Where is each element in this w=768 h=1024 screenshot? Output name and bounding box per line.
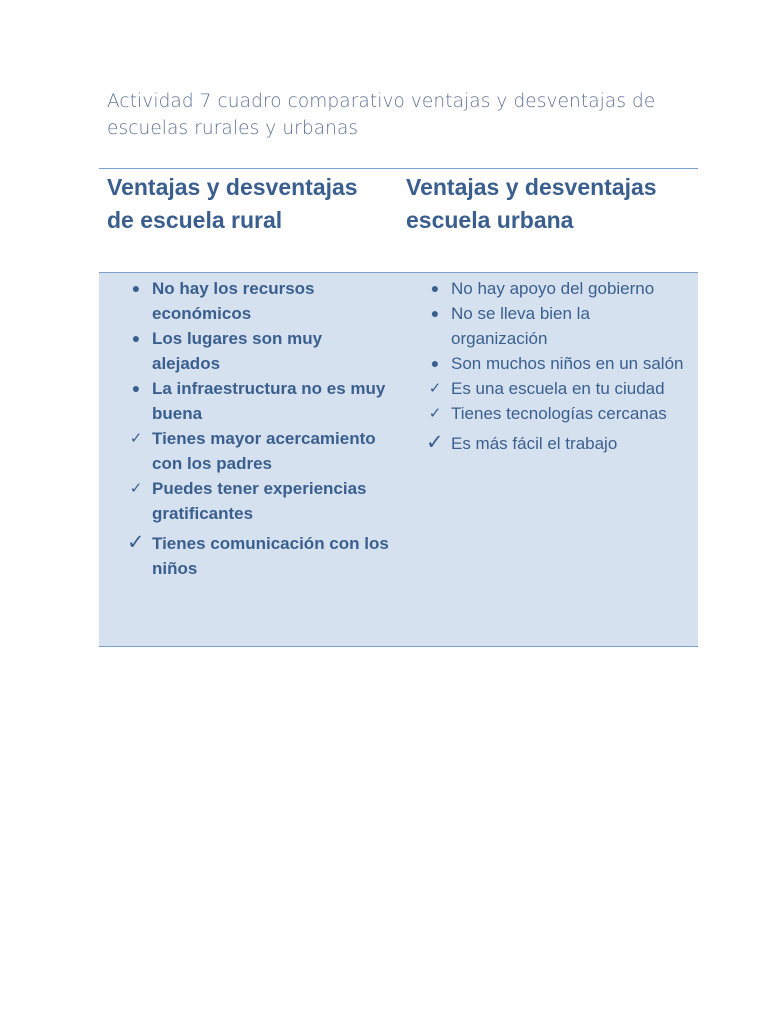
checkmark-icon: ✓ (428, 380, 442, 397)
list-item: ✓ Es una escuela en tu ciudad (451, 376, 690, 401)
rural-school-cell (99, 273, 398, 647)
urban-school-list (406, 276, 690, 456)
list-item: ● Son muchos niños en un salón (451, 351, 690, 376)
document-title: Actividad 7 cuadro comparativo ventajas y desventajas de escuelas rurales y urbanas (107, 91, 656, 139)
bullet-icon: ● (430, 280, 440, 296)
list-item: ✓ Tienes tecnologías cercanas (451, 401, 690, 426)
checkmark-icon: ✓ (129, 430, 143, 447)
list-item: ● No se lleva bien la organización (451, 301, 690, 351)
comparison-table (99, 168, 698, 647)
table-header-row (99, 169, 698, 273)
table-body-row (99, 273, 698, 647)
list-item: ● No hay los recursos económicos (152, 276, 390, 326)
list-item: ● No hay apoyo del gobierno (451, 276, 690, 301)
list-item: ● Los lugares son muy alejados (152, 326, 390, 376)
bullet-icon: ● (131, 280, 141, 296)
list-item: ✓ Puedes tener experiencias gratificantes (152, 476, 390, 526)
rural-school-list (107, 276, 390, 581)
bullet-icon: ● (430, 305, 440, 321)
checkmark-icon: ✓ (426, 431, 444, 454)
list-item: ✓ Tienes comunicación con los niños (127, 531, 389, 578)
list-item: ✓ Tienes mayor acercamiento con los padres (152, 426, 390, 476)
checkmark-icon: ✓ (428, 405, 442, 422)
header-urban-school: Ventajas y desventajas escuela urbana (398, 169, 698, 273)
checkmark-icon: ✓ (127, 531, 145, 554)
checkmark-icon: ✓ (129, 480, 143, 497)
list-item: ✓ Es más fácil el trabajo (426, 431, 618, 454)
bullet-icon: ● (430, 355, 440, 371)
list-item: ● La infraestructura no es muy buena (152, 376, 390, 426)
bullet-icon: ● (131, 380, 141, 396)
header-rural-school: Ventajas y desventajas de escuela rural (99, 169, 398, 273)
bullet-icon: ● (131, 330, 141, 346)
urban-school-cell (398, 273, 698, 647)
